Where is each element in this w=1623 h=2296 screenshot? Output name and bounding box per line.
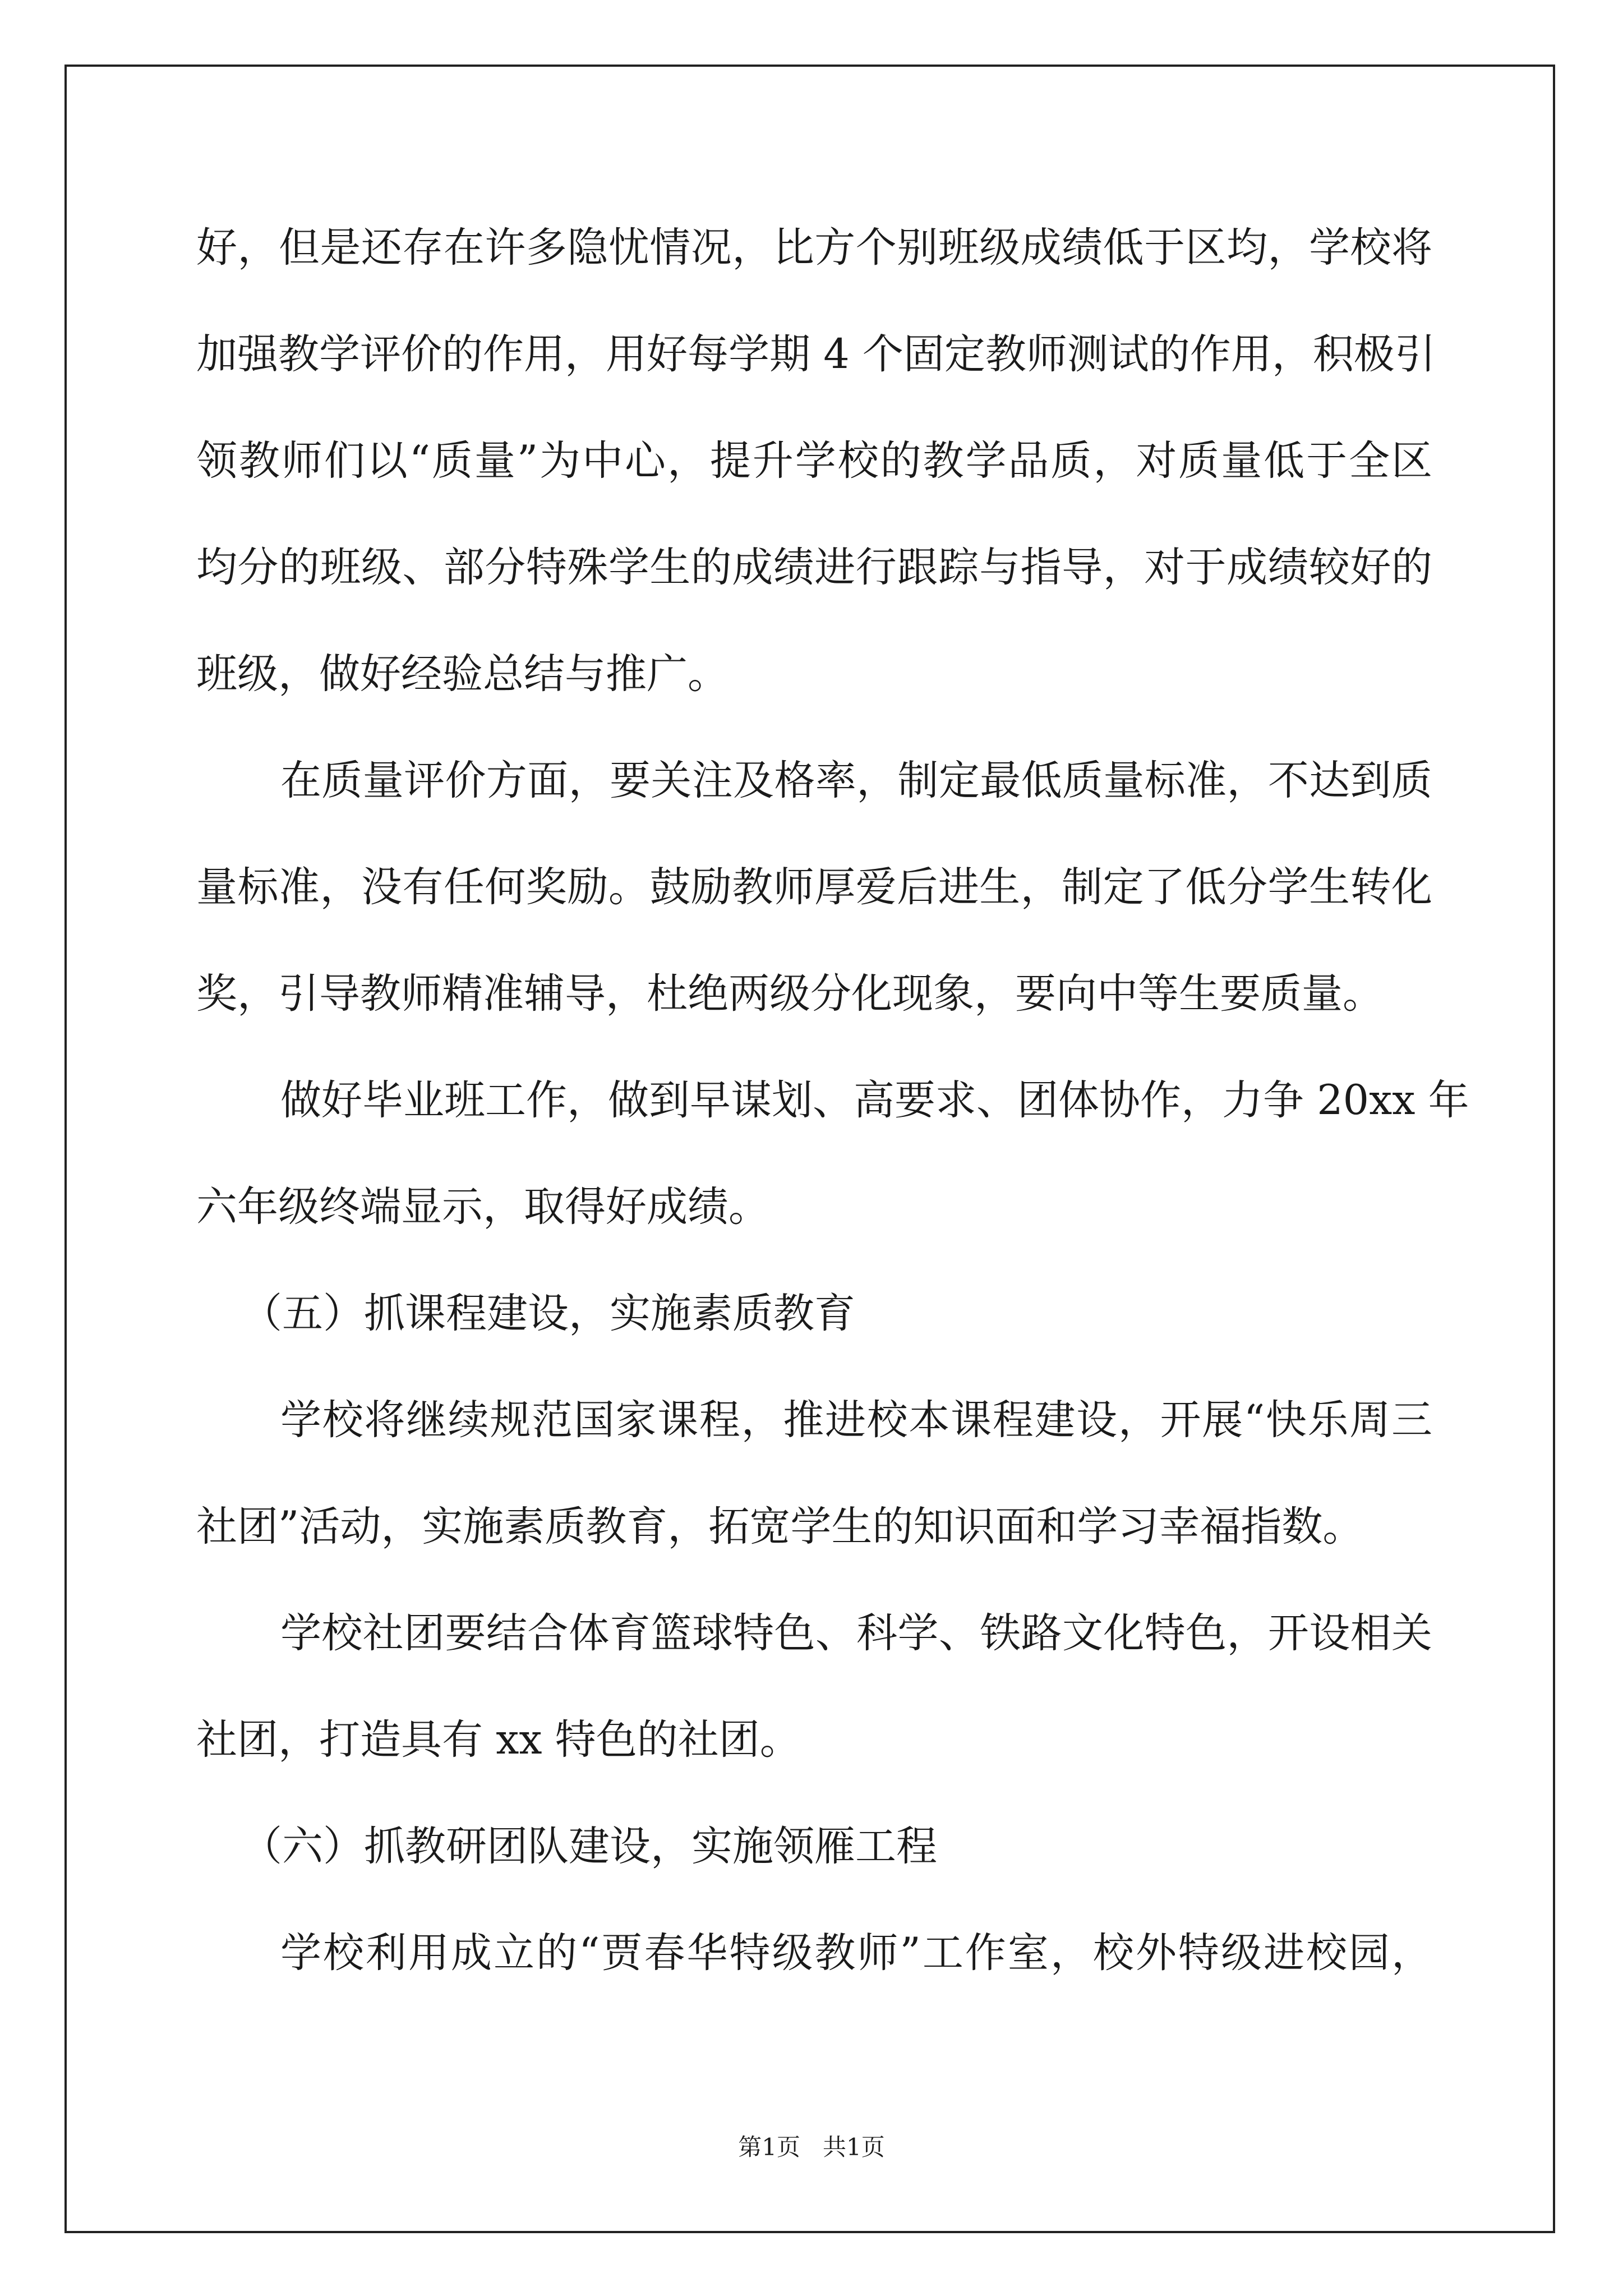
text-line: 班级，做好经验总结与推广。 xyxy=(196,650,728,698)
section-heading: （五）抓课程建设，实施素质教育 xyxy=(241,1290,855,1337)
page-border xyxy=(64,65,1555,2233)
paragraph-first-line: 学校利用成立的“贾春华特级教师”工作室，校外特级进校园， xyxy=(280,1929,1432,1977)
text-line: 加强教学评价的作用，用好每学期 4 个固定教师测试的作用，积极引 xyxy=(196,330,1436,378)
text-line: 领教师们以“质量”为中心，提升学校的教学品质，对质量低于全区 xyxy=(196,437,1432,485)
page-footer: 第1页 共1页 xyxy=(738,2133,885,2161)
text-line: 好，但是还存在许多隐忧情况，比方个别班级成绩低于区均，学校将 xyxy=(196,224,1432,272)
text-line: 社团，打造具有 xx 特色的社团。 xyxy=(196,1716,801,1764)
paragraph-first-line: 学校社团要结合体育篮球特色、科学、铁路文化特色，开设相关 xyxy=(280,1609,1432,1657)
text-line: 量标准，没有任何奖励。鼓励教师厚爱后进生，制定了低分学生转化 xyxy=(196,863,1432,911)
text-line: 六年级终端显示，取得好成绩。 xyxy=(196,1183,769,1231)
paragraph-first-line: 在质量评价方面，要关注及格率，制定最低质量标准，不达到质 xyxy=(280,757,1432,804)
text-line: 均分的班级、部分特殊学生的成绩进行跟踪与指导，对于成绩较好的 xyxy=(196,544,1432,591)
text-line: 奖，引导教师精准辅导，杜绝两级分化现象，要向中等生要质量。 xyxy=(196,970,1384,1018)
section-heading: （六）抓教研团队建设，实施领雁工程 xyxy=(241,1823,937,1870)
paragraph-first-line: 做好毕业班工作，做到早谋划、高要求、团体协作，力争 20xx 年 xyxy=(280,1076,1469,1124)
paragraph-first-line: 学校将继续规范国家课程，推进校本课程建设，开展“快乐周三 xyxy=(280,1396,1432,1444)
text-line: 社团”活动，实施素质教育，拓宽学生的知识面和学习幸福指数。 xyxy=(196,1503,1364,1550)
